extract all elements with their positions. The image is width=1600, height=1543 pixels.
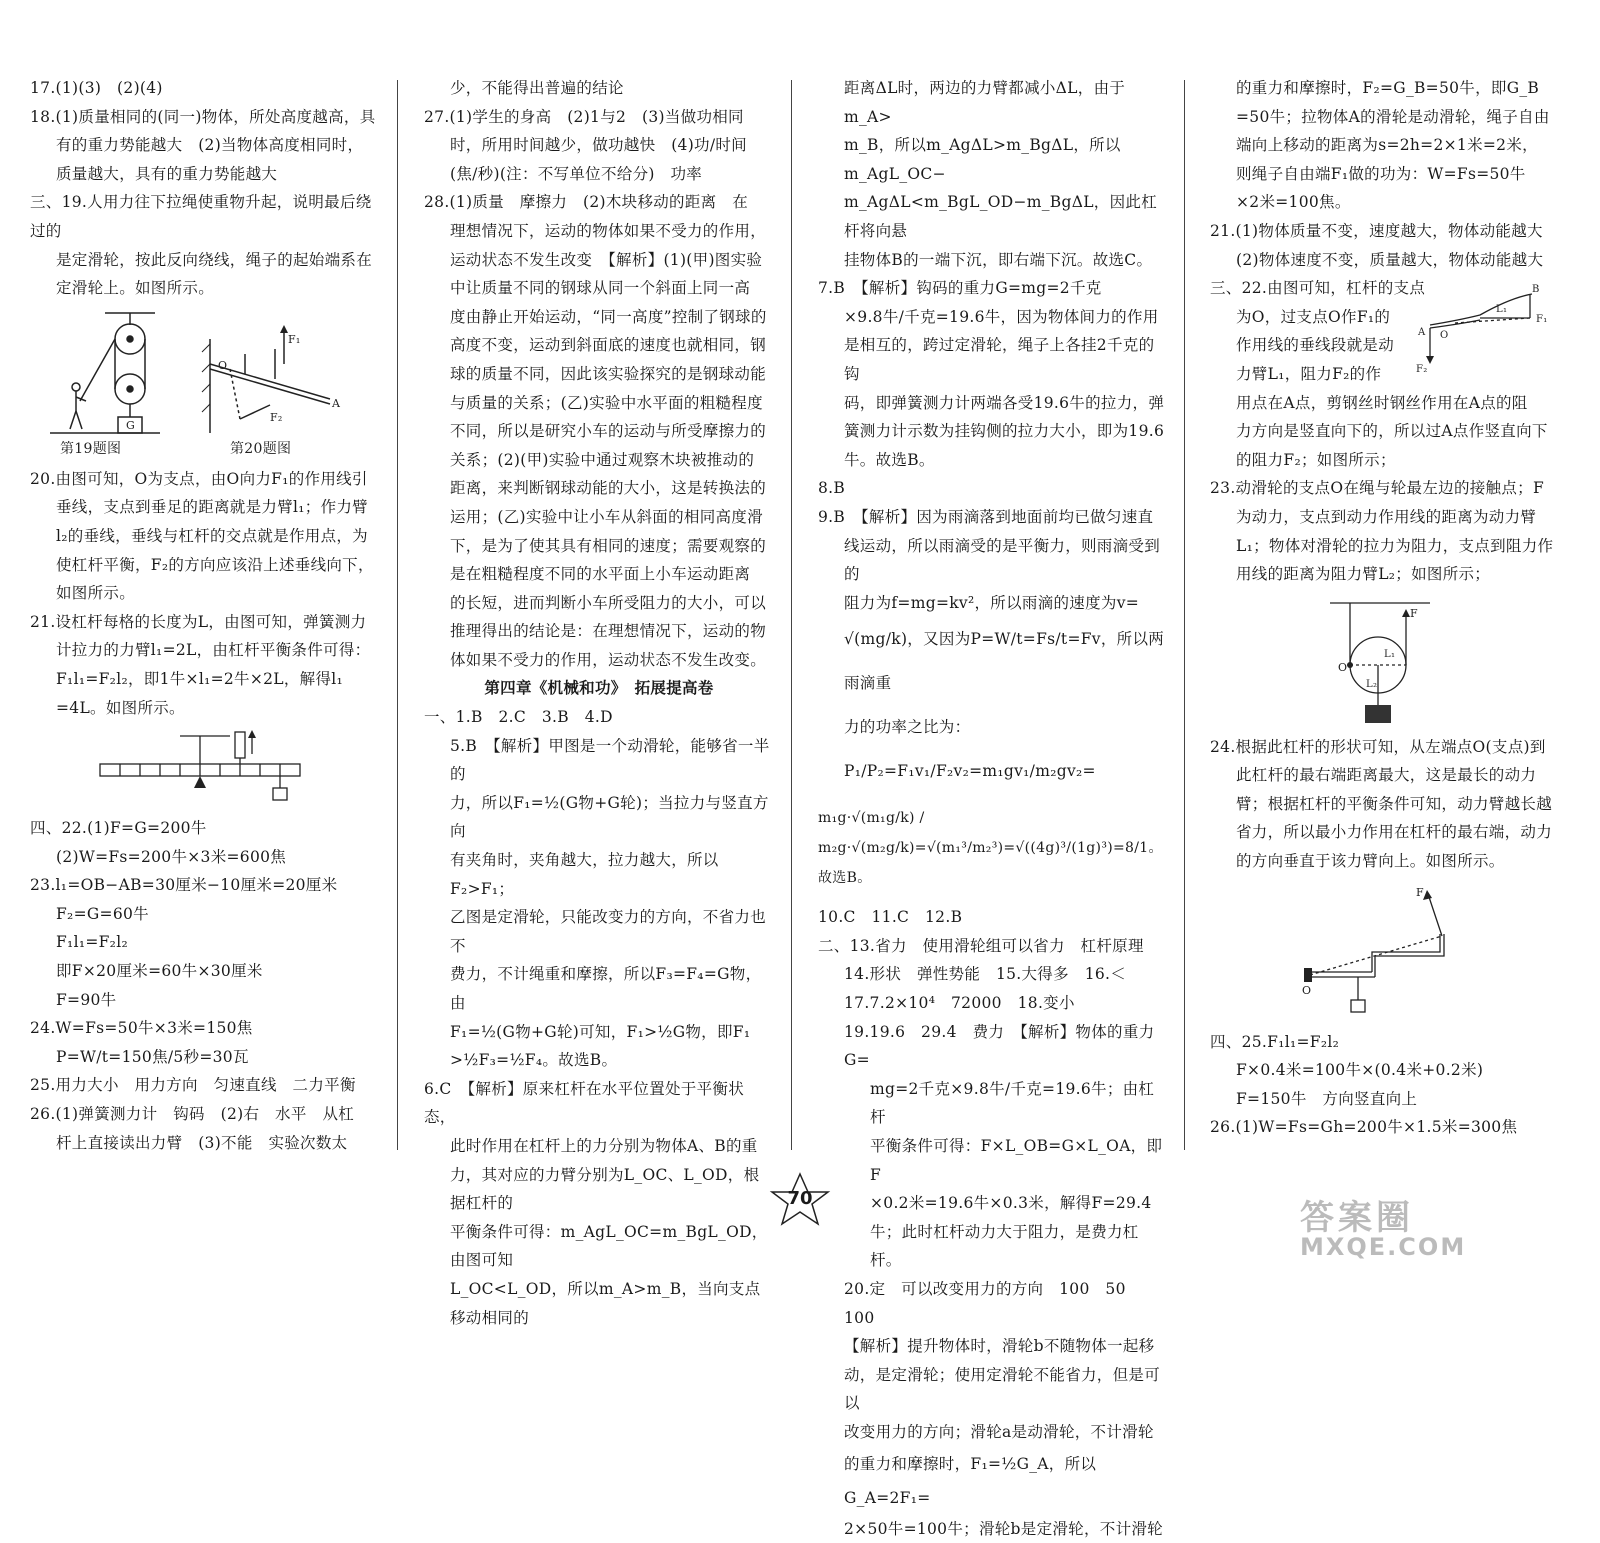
answer-line: 端向上移动的距离为s=2h=2×1米=2米， [1236, 136, 1538, 155]
answer-line: 线运动，所以雨滴受的是平衡力，则雨滴受到的 [844, 536, 1161, 584]
answer-line: 三、22.由图可知，杠杆的支点 [1210, 279, 1426, 298]
answer-line: 距离ΔL时，两边的力臂都减小ΔL，由于m_A> [844, 79, 1126, 126]
answer-line: 计拉力的力臂l₁=2L，由杠杆平衡条件可得： [56, 641, 371, 660]
answer-line: 四、25.F₁l₁=F₂l₂ [1210, 1032, 1340, 1051]
answer-line: 24.W=Fs=50牛×3米=150焦 [30, 1019, 253, 1038]
answer-line: 8.B [818, 479, 846, 498]
answer-line: 作用线的垂线段就是动 [1236, 336, 1395, 355]
answer-line: 少，不能得出普遍的结论 [450, 79, 624, 97]
svg-text:L₁: L₁ [1384, 648, 1396, 660]
answer-line: >½F₃=½F₄。故选B。 [450, 1051, 618, 1070]
svg-text:F₁: F₁ [288, 332, 301, 346]
answer-line: 理想情况下，运动的物体如果不受力的作用， [450, 221, 767, 240]
answer-line: F=90牛 [56, 990, 117, 1009]
answer-line: 牛。故选B。 [844, 450, 935, 469]
svg-text:O: O [1302, 983, 1312, 997]
answer-line: 不同，所以是研究小车的运动与所受摩擦力的 [450, 422, 767, 441]
answer-line: 23.动滑轮的支点O在绳与轮最左边的接触点；F [1210, 479, 1545, 498]
answer-line: 【解析】提升物体时，滑轮b不随物体一起移 [844, 1337, 1155, 1356]
answer-line: 19.19.6 29.4 费力 【解析】物体的重力G= [844, 1022, 1155, 1070]
answer-line: 此时作用在杠杆上的力分别为物体A、B的重 [450, 1136, 758, 1155]
answer-line: 使杠杆平衡，F₂的方向应该沿上述垂线向下， [56, 555, 374, 574]
page-number: 70 [787, 1188, 813, 1209]
answer-line: 则绳子自由端F₁做的功为：W=Fs=50牛 [1236, 164, 1526, 183]
answer-line: 21.(1)物体质量不变，速度越大，物体动能越大 [1210, 221, 1543, 240]
answer-line: 的重力和摩擦时，F₁=½G_A，所以G_A=2F₁= [844, 1454, 1097, 1507]
answer-line: 的重力和摩擦时，F₂=G_B=50牛，即G_B [1236, 79, 1540, 97]
answer-line: 力，所以F₁=½(G物+G轮)；当拉力与竖直方向 [450, 793, 769, 841]
answer-line: 26.(1)弹簧测力计 钩码 (2)右 水平 从杠 [30, 1105, 355, 1124]
answer-line: 动，是定滑轮；使用定滑轮不能省力，但是可以 [844, 1365, 1161, 1413]
answer-line: F×0.4米=100牛×(0.4米+0.2米) [1236, 1061, 1484, 1080]
figure-22-scissors-lever [1400, 280, 1550, 380]
svg-text:G: G [126, 418, 136, 432]
svg-text:F: F [1410, 606, 1418, 620]
answer-line: 是定滑轮，按此反向绕线，绳子的起始端系在 [56, 250, 373, 269]
answer-line: l₂的垂线，垂线与杠杆的交点就是作用点，为 [56, 526, 368, 545]
answer-line: 体如果不受力的作用，运动状态不发生改变。 [450, 650, 767, 669]
page-number-badge [760, 1170, 840, 1230]
svg-text:L₂: L₂ [1366, 678, 1378, 690]
answer-line: 14.形状 弹性势能 15.大得多 16.＜ [844, 965, 1127, 984]
answer-line: 与质量的关系；(乙)实验中水平面的粗糙程度 [450, 393, 763, 412]
answer-line: 23.l₁=OB−AB=30厘米−10厘米=20厘米 [30, 876, 338, 895]
answer-line: ×0.2米=19.6牛×0.3米，解得F=29.4 [870, 1194, 1152, 1213]
answer-line: m_AgΔL<m_BgL_OD−m_BgΔL，因此杠杆将向悬 [844, 193, 1158, 240]
answer-line: 21.设杠杆每格的长度为L，由图可知，弹簧测力 [30, 612, 367, 631]
answer-line: L₁；物体对滑轮的拉力为阻力，支点到阻力作 [1236, 536, 1554, 555]
answer-line: 20.由图可知，O为支点，由O向力F₁的作用线引 [30, 469, 368, 488]
answer-line: 定滑轮上。如图所示。 [56, 279, 215, 298]
answer-line: =50牛；拉物体A的滑轮是动滑轮，绳子自由 [1236, 107, 1550, 126]
answer-line: 时，所用时间越少，做功越快 (4)功/时间 [450, 136, 747, 155]
answer-line: 25.用力大小 用力方向 匀速直线 二力平衡 [30, 1076, 356, 1095]
answer-line: ×9.8牛/千克=19.6牛，因为物体间力的作用 [844, 307, 1159, 326]
svg-text:F₂: F₂ [1416, 364, 1428, 376]
watermark-url: MXQE.COM [1300, 1233, 1467, 1261]
answer-line: 乙图是定滑轮，只能改变力的方向，不省力也不 [450, 908, 767, 955]
answer-line: ×2米=100焦。 [1236, 193, 1351, 212]
answer-line: m_B，所以m_AgΔL>m_BgΔL，所以m_AgL_OC− [844, 136, 1121, 183]
answer-line: 一、1.B 2.C 3.B 4.D [424, 708, 613, 727]
answer-line: 高度不变，运动到斜面底的速度也就相同，钢 [450, 336, 767, 355]
answer-line: 是在粗糙程度不同的水平面上小车运动距离 [450, 565, 751, 584]
answer-line: L_OC<L_OD，所以m_A>m_B，当向支点移动相同的 [450, 1279, 761, 1327]
svg-text:O: O [218, 358, 228, 372]
answer-line: F₂=G=60牛 [56, 904, 149, 923]
figure-21-lever [30, 728, 380, 808]
answer-line: 下，是为了使其具有相同的速度；需要观察的 [450, 536, 767, 555]
svg-text:F: F [1416, 885, 1424, 899]
answer-line: 即F×20厘米=60牛×30厘米 [56, 962, 263, 981]
answer-line: 2×50牛=100牛；滑轮b是定滑轮，不计滑轮 [844, 1519, 1163, 1538]
answer-line: 17.7.2×10⁴ 72000 18.变小 [844, 994, 1075, 1013]
answer-line: 推理得出的结论是：在理想情况下，运动的物 [450, 622, 767, 641]
figure-23-pulley [1310, 595, 1470, 727]
answer-line: 质量越大，具有的重力势能越大 [56, 164, 278, 183]
answer-line: 9.B 【解析】因为雨滴落到地面前均已做匀速直 [818, 507, 1154, 526]
q22-block [1210, 274, 1562, 388]
answer-line: 10.C 11.C 12.B [818, 908, 963, 927]
answer-line: 二、13.省力 使用滑轮组可以省力 杠杆原理 [818, 936, 1144, 955]
answer-line: 24.根据此杠杆的形状可知，从左端点O(支点)到 [1210, 737, 1546, 756]
answer-line: 26.(1)W=Fs=Gh=200牛×1.5米=300焦 [1210, 1118, 1518, 1137]
answer-line: 17.(1)(3) (2)(4) [30, 79, 163, 97]
column-3 [818, 74, 1168, 1543]
watermark [1300, 1190, 1580, 1260]
answer-line: 臂；根据杠杆的平衡条件可知，动力臂越长越 [1236, 794, 1553, 813]
svg-text:A: A [1418, 327, 1426, 339]
figure-20-caption: 第20题图 [230, 440, 292, 457]
answer-line: 此杠杆的最右端距离最大，这是最长的动力 [1236, 766, 1537, 785]
answer-line: 运动状态不发生改变 【解析】(1)(甲)图实验 [450, 250, 763, 269]
answer-line: 运用；(乙)实验中让小车从斜面的相同高度滑 [450, 507, 763, 526]
answer-line: 距离，来判断钢球动能的大小，这是转换法的 [450, 479, 767, 498]
answer-line: 球的质量不同，因此该实验探究的是钢球动能 [450, 364, 767, 383]
answer-line: 垂线，支点到垂足的距离就是力臂l₁；作力臂 [56, 498, 368, 517]
answer-line: 6.C 【解析】原来杠杆在水平位置处于平衡状态， [424, 1079, 744, 1127]
answer-line: 有夹角时，夹角越大，拉力越大，所以F₂>F₁； [450, 851, 719, 898]
answer-line: (焦/秒)(注：不写单位不给分) 功率 [450, 164, 703, 183]
answer-line: 的长短，进而判断小车所受阻力的大小，可以 [450, 593, 767, 612]
answer-line: 20.定 可以改变用力的方向 100 50 100 [844, 1280, 1142, 1327]
answer-line: 为O，过支点O作F₁的 [1236, 307, 1391, 326]
answer-line: 阻力为f=mg=kv²，所以雨滴的速度为v= [844, 593, 1140, 612]
answer-line: 为动力，支点到动力作用线的距离为动力臂 [1236, 507, 1537, 526]
figure-19-20 [30, 309, 380, 459]
answer-line: 5.B 【解析】甲图是一个动滑轮，能够省一半的 [450, 736, 770, 784]
answer-line: 中让质量不同的钢球从同一个斜面上同一高 [450, 279, 751, 298]
watermark-text: 答案圈 [1300, 1198, 1414, 1238]
answer-line: mg=2千克×9.8牛/千克=19.6牛；由杠杆 [870, 1079, 1155, 1127]
svg-text:L₁: L₁ [1496, 304, 1508, 316]
answer-line: F₁l₁=F₂l₂，即1牛×l₁=2牛×2L，解得l₁ [56, 669, 344, 688]
answer-line: 的方向垂直于该力臂向上。如图所示。 [1236, 852, 1505, 871]
column-2 [424, 74, 774, 1332]
answer-line: 关系；(2)(甲)实验中通过观察木块被推动的 [450, 450, 755, 469]
answer-line: 的阻力F₂；如图所示； [1236, 450, 1396, 469]
svg-text:A: A [332, 396, 341, 410]
answer-line: 18.(1)质量相同的(同一)物体，所处高度越高，具 [30, 107, 376, 126]
svg-text:O: O [1338, 660, 1348, 674]
answer-line: F₁=½(G物+G轮)可知，F₁>½G物，即F₁ [450, 1022, 751, 1041]
answer-line: 是相互的，跨过定滑轮，绳子上各挂2千克的钩 [844, 336, 1155, 383]
answer-line: m₁g·√(m₁g/k) / m₂g·√(m₂g/k)=√(m₁³/m₂³)=√((4g)³/(1g)³)=8/1。故选B。 [818, 810, 1163, 887]
answer-line: 平衡条件可得：F×L_OB=G×L_OA，即F [870, 1137, 1163, 1184]
answer-line: 28.(1)质量 摩擦力 (2)木块移动的距离 在 [424, 193, 749, 212]
answer-line: 省力，所以最小力作用在杠杆的最右端，动力 [1236, 823, 1553, 842]
answer-line: 力臂L₁，阻力F₂的作 [1236, 364, 1382, 383]
answer-line: 度由静止开始运动，“同一高度”控制了钢球的 [450, 307, 767, 326]
column-divider [397, 80, 398, 1150]
answer-line: 挂物体B的一端下沉，即右端下沉。故选C。 [844, 250, 1153, 269]
figure-19-caption: 第19题图 [60, 440, 122, 457]
answer-line: 牛；此时杠杆动力大于阻力，是费力杠杆。 [870, 1222, 1139, 1270]
answer-line: 簧测力计示数为挂钩侧的拉力大小，即为19.6 [844, 422, 1165, 441]
svg-text:F₁: F₁ [1536, 314, 1548, 326]
answer-line: 7.B 【解析】钩码的重力G=mg=2千克 [818, 279, 1102, 298]
answer-line: 四、22.(1)F=G=200牛 [30, 819, 207, 838]
answer-line: (2)物体速度不变，质量越大，物体动能越大 [1236, 250, 1544, 269]
column-4 [1210, 74, 1562, 1142]
answer-line: 力，其对应的力臂分别为L_OC、L_OD，根据杠杆的 [450, 1165, 760, 1213]
svg-text:B: B [1532, 284, 1540, 296]
column-1 [30, 74, 380, 1157]
column-divider [1184, 80, 1185, 1150]
answer-line: 用点在A点，剪钢丝时钢丝作用在A点的阻 [1236, 393, 1528, 412]
answer-line: 改变用力的方向；滑轮a是动滑轮，不计滑轮 [844, 1422, 1154, 1441]
answer-line: 用线的距离为阻力臂L₂；如图所示； [1236, 565, 1491, 584]
figure-24-bent-lever [1280, 882, 1480, 1022]
answer-line: 如图所示。 [56, 584, 136, 603]
column-divider [791, 80, 792, 1150]
answer-line: P=W/t=150焦/5秒=30瓦 [56, 1047, 249, 1066]
answer-line: √(mg/k)，又因为P=W/t=Fs/t=Fv，所以两雨滴重 [844, 630, 1165, 693]
svg-text:O: O [1440, 330, 1449, 342]
answer-line: 杆上直接读出力臂 (3)不能 实验次数太 [56, 1133, 348, 1152]
answer-line: F₁l₁=F₂l₂ [56, 933, 128, 952]
answer-line: 平衡条件可得：m_AgL_OC=m_BgL_OD，由图可知 [450, 1222, 768, 1270]
answer-line: F=150牛 方向竖直向上 [1236, 1089, 1418, 1108]
answer-line: (2)W=Fs=200牛×3米=600焦 [56, 847, 287, 866]
answer-line: 力的功率之比为：P₁/P₂=F₁v₁/F₂v₂=m₁gv₁/m₂gv₂= [844, 718, 1096, 781]
answer-line: 力方向是竖直向下的，所以过A点作竖直向下 [1236, 422, 1548, 441]
answer-line: 码，即弹簧测力计两端各受19.6牛的拉力，弹 [844, 393, 1165, 412]
answer-line: 27.(1)学生的身高 (2)1与2 (3)当做功相同 [424, 107, 744, 126]
answer-line: =4L。如图所示。 [56, 698, 185, 717]
answer-line: 有的重力势能越大 (2)当物体高度相同时， [56, 136, 364, 155]
answer-line: 费力，不计绳重和摩擦，所以F₃=F₄=G物，由 [450, 965, 762, 1012]
section-title: 第四章《机械和功》 拓展提高卷 [484, 678, 714, 698]
svg-text:F₂: F₂ [270, 410, 283, 424]
answer-line: 三、19.人用力往下拉绳使重物升起，说明最后绕过的 [30, 193, 372, 240]
